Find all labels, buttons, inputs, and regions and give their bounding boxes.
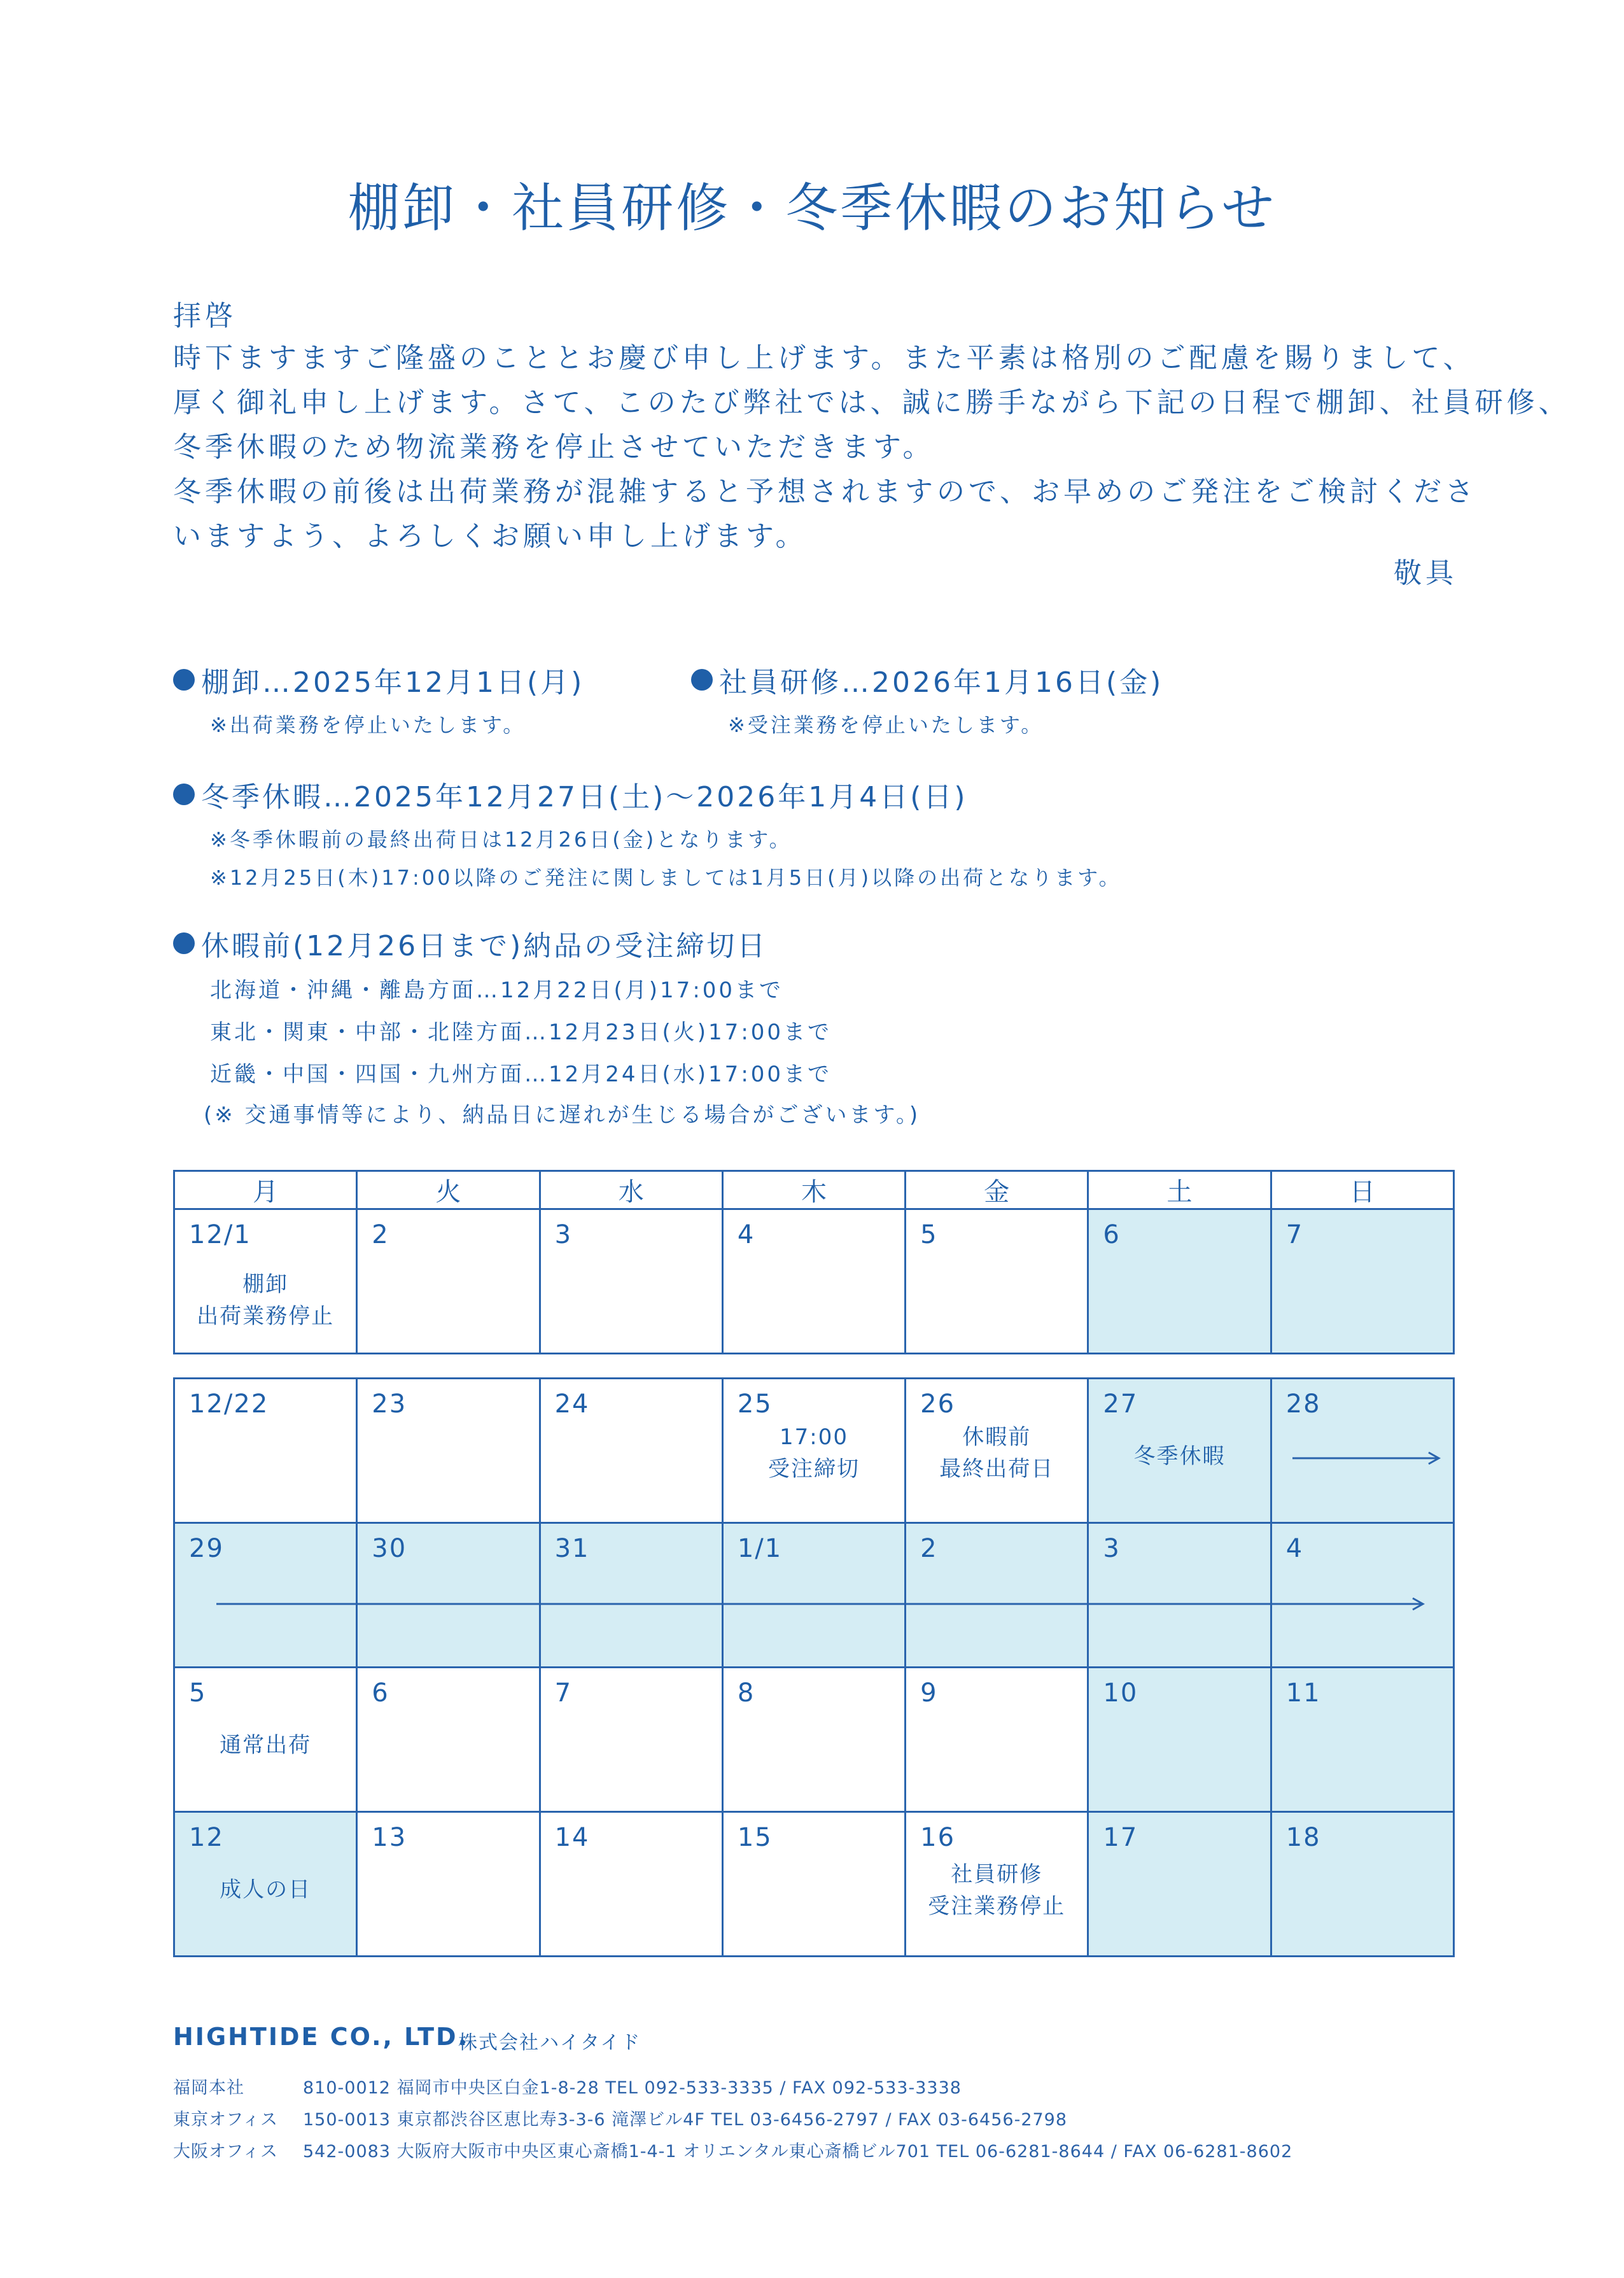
day-cell [722, 1209, 905, 1354]
bullet-icon [173, 784, 195, 805]
event-label: 社員研修 [951, 1862, 1043, 1887]
company-name-jp: 株式会社ハイタイド [458, 2032, 641, 2054]
day-cell [906, 1523, 1088, 1668]
office-address [173, 2137, 1292, 2162]
day-cell [357, 1812, 540, 1957]
day-cell [1271, 1209, 1453, 1354]
day-cell [722, 1668, 905, 1812]
day-cell [174, 1812, 357, 1957]
day-number: 13 [372, 1823, 407, 1852]
day-cell [1088, 1209, 1271, 1354]
day-cell [906, 1379, 1088, 1523]
day-number: 1/1 [737, 1534, 783, 1563]
day-cell [906, 1668, 1088, 1812]
deadline-line: (※ 交通事情等により、納品日に遅れが生じる場合がございます。) [204, 1102, 921, 1128]
deadline-heading-text: 休暇前(12月26日まで)納品の受注締切日 [201, 930, 768, 962]
day-number: 26 [920, 1389, 956, 1419]
office-address [173, 2106, 1067, 2130]
day-cell [540, 1209, 722, 1354]
calendar-week1 [173, 1170, 1455, 1354]
day-number: 4 [737, 1220, 755, 1249]
day-number: 6 [1103, 1220, 1121, 1249]
day-number: 12/22 [189, 1389, 269, 1419]
event-label: 通常出荷 [220, 1733, 312, 1758]
bullet-icon [173, 932, 195, 954]
day-number: 2 [372, 1220, 389, 1249]
day-cell [174, 1209, 357, 1354]
office-label: 大阪オフィス [173, 2142, 279, 2162]
deadline-line: 近畿・中国・四国・九州方面…12月24日(水)17:00まで [210, 1062, 832, 1087]
letter-closing: 敬具 [1394, 557, 1457, 589]
day-number: 5 [920, 1220, 938, 1249]
weekday-header: 木 [722, 1171, 905, 1209]
day-number: 29 [189, 1534, 224, 1563]
office-text: 810-0012 福岡市中央区白金1-8-28 TEL 092-533-3335 / FAX 092-533-3338 [303, 2078, 962, 2098]
event-label: 棚卸 [242, 1272, 289, 1297]
day-cell [722, 1812, 905, 1957]
inventory-heading [173, 659, 584, 700]
day-cell [1088, 1668, 1271, 1812]
office-label: 東京オフィス [173, 2110, 279, 2130]
event-label: 休暇前 [962, 1424, 1032, 1450]
company-name: HIGHTIDE CO., LTD. [173, 2023, 470, 2051]
day-cell [357, 1209, 540, 1354]
holiday-heading [173, 774, 968, 815]
day-number: 2 [920, 1534, 938, 1563]
day-cell [540, 1812, 722, 1957]
day-number: 9 [920, 1678, 938, 1708]
letter-line: 時下ますますご隆盛のこととお慶び申し上げます。また平素は格別のご配慮を賜りまして、 [173, 342, 1475, 374]
event-label: 成人の日 [220, 1877, 312, 1902]
day-number: 7 [554, 1678, 573, 1708]
holiday-note: ※12月25日(木)17:00以降のご発注に関しましては1月5日(月)以降の出荷となります。 [210, 866, 1122, 890]
day-number: 14 [554, 1823, 590, 1852]
day-cell [1271, 1812, 1453, 1957]
day-cell [540, 1379, 722, 1523]
event-label: 受注締切 [767, 1456, 860, 1482]
day-cell [1271, 1379, 1453, 1523]
day-cell [540, 1523, 722, 1668]
day-number: 3 [554, 1220, 573, 1249]
weekday-header: 月 [174, 1171, 357, 1209]
day-number: 12 [189, 1823, 224, 1852]
day-cell [1271, 1523, 1453, 1668]
event-label: 17:00 [779, 1424, 848, 1450]
weekday-header: 火 [357, 1171, 540, 1209]
day-cell [1271, 1668, 1453, 1812]
day-number: 4 [1285, 1534, 1304, 1563]
weekday-header: 水 [540, 1171, 722, 1209]
day-number: 15 [737, 1823, 773, 1852]
weekday-header: 土 [1088, 1171, 1271, 1209]
calendar-holiday-weeks [173, 1377, 1455, 1957]
day-cell [906, 1812, 1088, 1957]
day-number: 23 [372, 1389, 407, 1419]
day-cell [722, 1379, 905, 1523]
day-number: 25 [737, 1389, 773, 1419]
day-number: 10 [1103, 1678, 1138, 1708]
letter-line: いますよう、よろしくお願い申し上げます。 [173, 520, 808, 552]
day-cell [174, 1523, 357, 1668]
letter-line: 冬季休暇の前後は出荷業務が混雑すると予想されますので、お早めのご発注をご検討くださ [173, 475, 1478, 508]
day-cell [174, 1668, 357, 1812]
office-text: 542-0083 大阪府大阪市中央区東心斎橋1-4-1 オリエンタル東心斎橋ビル701 TEL 06-6281-8644 / FAX 06-6281-8602 [303, 2142, 1293, 2162]
day-cell [1088, 1812, 1271, 1957]
day-number: 30 [372, 1534, 407, 1563]
training-heading [691, 659, 1163, 700]
day-cell [357, 1523, 540, 1668]
day-cell [722, 1523, 905, 1668]
day-number: 24 [554, 1389, 590, 1419]
event-label: 受注業務停止 [928, 1894, 1066, 1919]
day-number: 12/1 [189, 1220, 251, 1249]
event-label: 最終出荷日 [939, 1456, 1054, 1482]
page-title: 棚卸・社員研修・冬季休暇のお知らせ [347, 178, 1277, 239]
day-number: 27 [1103, 1389, 1138, 1419]
day-number: 3 [1103, 1534, 1121, 1563]
training-note: ※受注業務を停止いたします。 [728, 713, 1044, 737]
deadline-line: 北海道・沖縄・離島方面…12月22日(月)17:00まで [210, 978, 784, 1003]
deadline-line: 東北・関東・中部・北陸方面…12月23日(火)17:00まで [210, 1020, 832, 1045]
office-label: 福岡本社 [173, 2078, 244, 2098]
inventory-note: ※出荷業務を停止いたします。 [210, 713, 526, 737]
arrow-right-icon [1291, 1451, 1441, 1466]
day-number: 17 [1103, 1823, 1138, 1852]
deadline-heading [173, 923, 767, 964]
day-cell [1088, 1379, 1271, 1523]
inventory-heading-text: 棚卸…2025年12月1日(月) [201, 666, 585, 699]
training-heading-text: 社員研修…2026年1月16日(金) [719, 666, 1164, 699]
letter-line: 冬季休暇のため物流業務を停止させていただきます。 [173, 431, 935, 463]
day-cell [174, 1379, 357, 1523]
day-number: 5 [189, 1678, 207, 1708]
weekday-header: 金 [906, 1171, 1088, 1209]
day-number: 31 [554, 1534, 590, 1563]
day-number: 11 [1285, 1678, 1321, 1708]
bullet-icon [173, 669, 195, 691]
day-cell [540, 1668, 722, 1812]
letter-line: 厚く御礼申し上げます。さて、このたび弊社では、誠に勝手ながら下記の日程で棚卸、社員研修、 [173, 386, 1571, 419]
holiday-heading-text: 冬季休暇…2025年12月27日(土)～2026年1月4日(日) [201, 781, 968, 813]
day-number: 16 [920, 1823, 956, 1852]
day-cell [357, 1668, 540, 1812]
bullet-icon [691, 669, 713, 691]
day-cell [906, 1209, 1088, 1354]
letter-opening: 拝啓 [173, 300, 237, 332]
holiday-span-arrow-icon [216, 1596, 1425, 1612]
day-number: 6 [372, 1678, 389, 1708]
weekday-header: 日 [1271, 1171, 1453, 1209]
event-label: 出荷業務停止 [197, 1304, 335, 1329]
day-number: 7 [1285, 1220, 1304, 1249]
day-number: 18 [1285, 1823, 1321, 1852]
day-number: 8 [737, 1678, 755, 1708]
holiday-note: ※冬季休暇前の最終出荷日は12月26日(金)となります。 [210, 827, 792, 852]
day-cell [1088, 1523, 1271, 1668]
office-address [173, 2074, 962, 2099]
event-label: 冬季休暇 [1133, 1444, 1226, 1469]
day-cell [357, 1379, 540, 1523]
office-text: 150-0013 東京都渋谷区恵比寿3-3-6 滝澤ビル4F TEL 03-6456-2797 / FAX 03-6456-2798 [303, 2110, 1068, 2130]
day-number: 28 [1285, 1389, 1321, 1419]
